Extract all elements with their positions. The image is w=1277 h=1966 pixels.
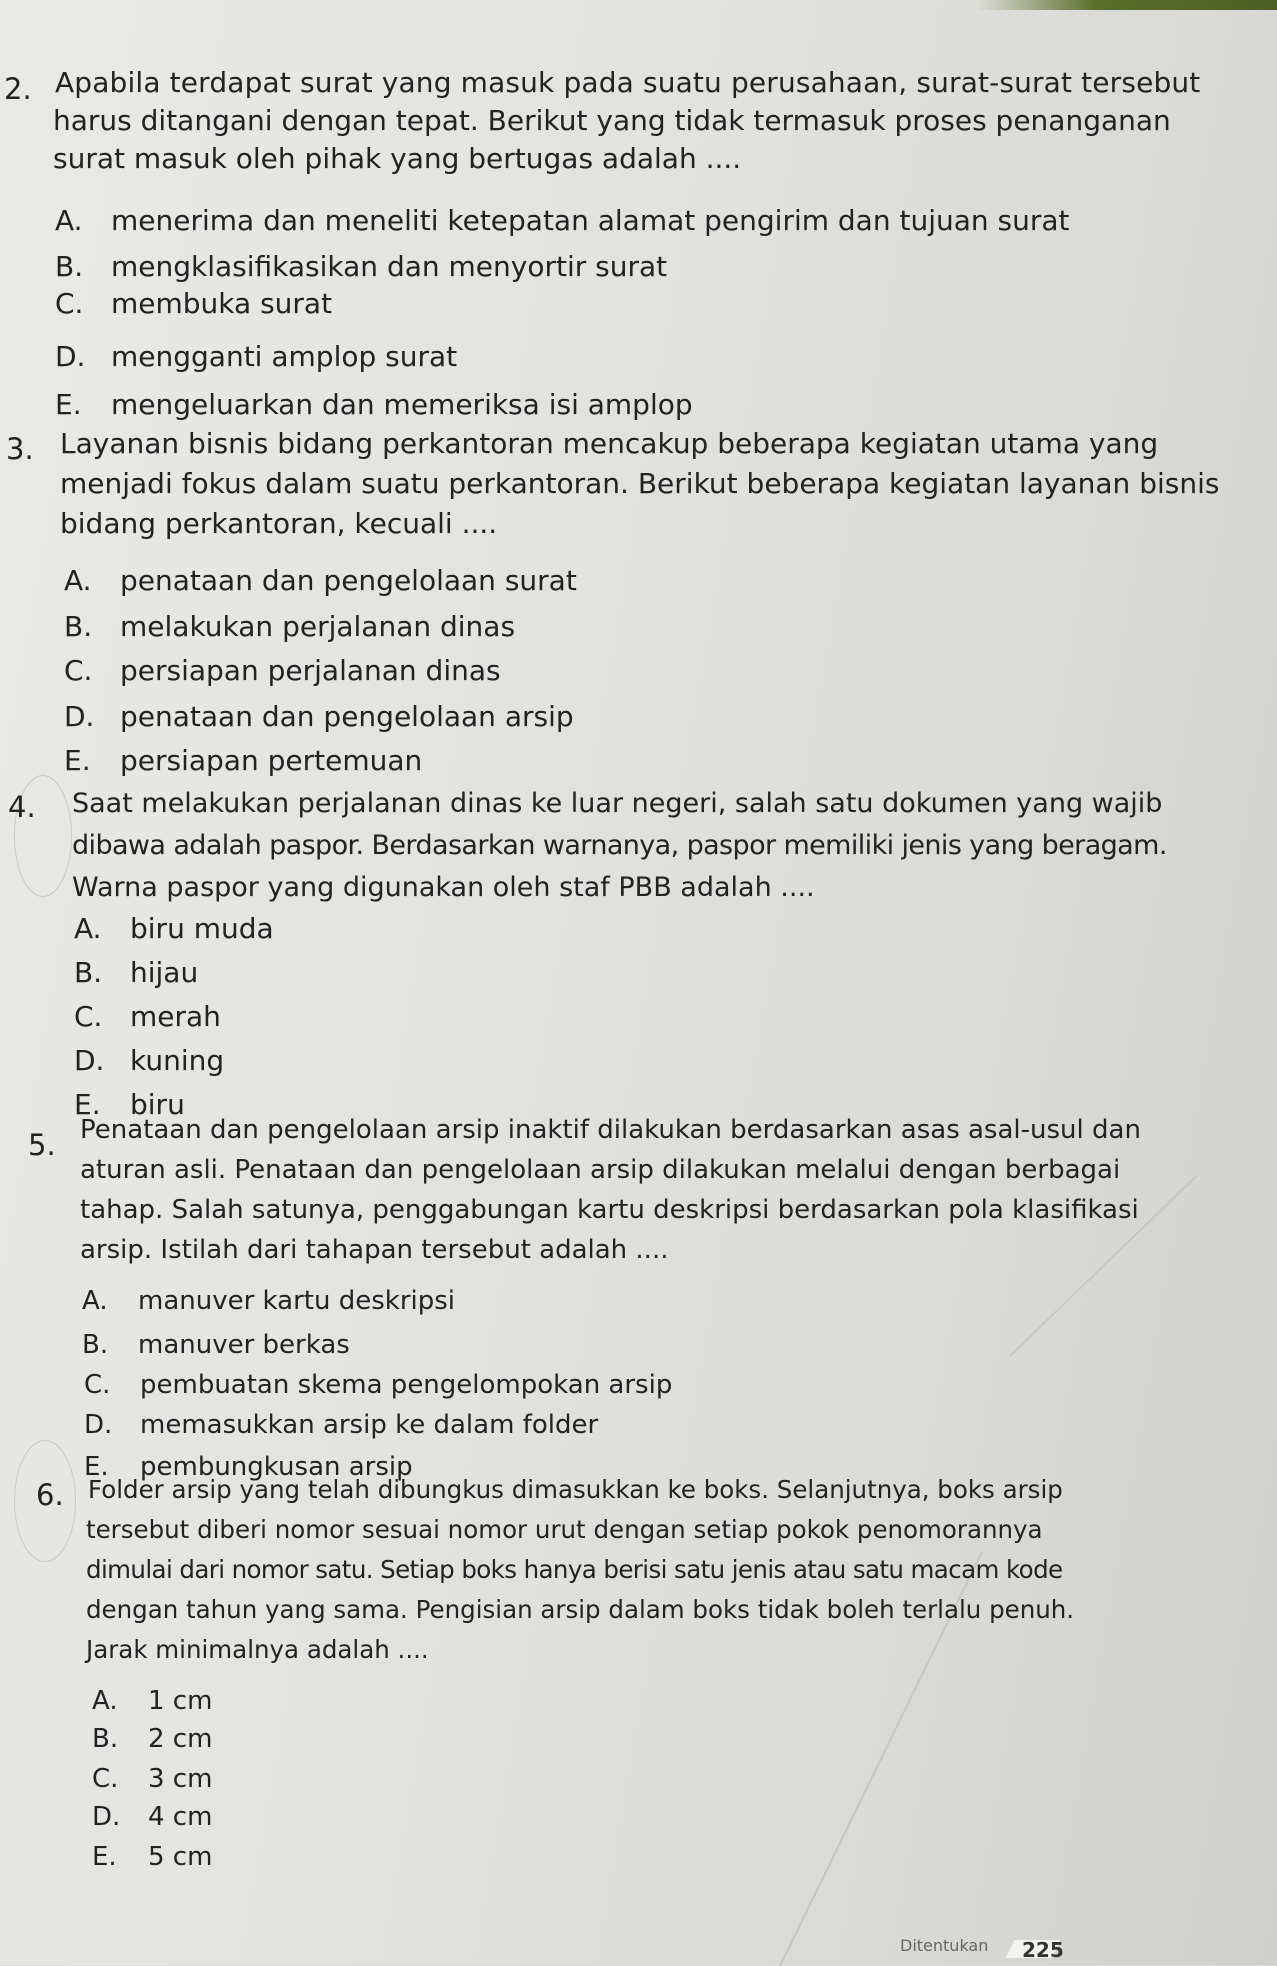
option-text: pembuatan skema pengelompokan arsip <box>140 1370 673 1400</box>
option-letter: A. <box>74 912 102 945</box>
option-text: biru <box>130 1088 185 1121</box>
option-text: persiapan perjalanan dinas <box>120 654 501 687</box>
option-text: mengganti amplop surat <box>111 340 458 373</box>
option-letter: A. <box>64 564 92 597</box>
option-letter: C. <box>55 287 84 320</box>
option-letter: B. <box>92 1724 119 1754</box>
stem-line: menjadi fokus dalam suatu perkantoran. Berikut beberapa kegiatan layanan bisnis <box>60 467 1220 500</box>
option-letter: E. <box>84 1452 109 1482</box>
option-e[interactable] <box>92 1842 212 1872</box>
option-d[interactable] <box>84 1410 598 1440</box>
option-d[interactable] <box>92 1802 212 1832</box>
option-text: melakukan perjalanan dinas <box>120 610 516 643</box>
option-text: manuver berkas <box>138 1330 350 1360</box>
stem-line: arsip. Istilah dari tahapan tersebut adalah .... <box>80 1235 669 1265</box>
option-a[interactable] <box>82 1286 455 1316</box>
option-c[interactable] <box>74 1000 221 1033</box>
option-letter: C. <box>74 1000 103 1033</box>
page-number: 225 <box>1022 1938 1064 1962</box>
option-letter: B. <box>55 250 84 283</box>
option-c[interactable] <box>84 1370 672 1400</box>
option-text: 5 cm <box>148 1842 213 1872</box>
option-b[interactable] <box>92 1724 212 1754</box>
option-letter: D. <box>55 340 86 373</box>
option-letter: E. <box>55 388 82 421</box>
option-b[interactable] <box>74 956 198 989</box>
option-e[interactable] <box>55 388 693 421</box>
stem-line: aturan asli. Penataan dan pengelolaan arsip dilakukan melalui dengan berbagai <box>80 1155 1121 1185</box>
stem-line: bidang perkantoran, kecuali .... <box>60 507 498 540</box>
option-text: menerima dan meneliti ketepatan alamat pengirim dan tujuan surat <box>111 204 1070 237</box>
stem-line: Apabila terdapat surat yang masuk pada suatu perusahaan, surat-surat tersebut <box>55 66 1201 99</box>
option-letter: E. <box>64 744 91 777</box>
option-text: manuver kartu deskripsi <box>138 1286 456 1316</box>
question-stem <box>55 64 1200 178</box>
stem-line: Saat melakukan perjalanan dinas ke luar negeri, salah satu dokumen yang wajib <box>72 788 1163 819</box>
option-letter: C. <box>92 1764 119 1794</box>
stem-line: dibawa adalah paspor. Berdasarkan warnanya, paspor memiliki jenis yang beragam. <box>72 830 1167 861</box>
question-number: 4. <box>8 790 36 824</box>
option-letter: B. <box>64 610 93 643</box>
option-a[interactable] <box>64 564 577 597</box>
question-stem <box>86 1470 1074 1670</box>
option-c[interactable] <box>64 654 501 687</box>
stem-line: tersebut diberi nomor sesuai nomor urut dengan setiap pokok penomorannya <box>86 1515 1043 1544</box>
option-b[interactable] <box>55 250 667 283</box>
stem-line: tahap. Salah satunya, penggabungan kartu deskripsi berdasarkan pola klasifikasi <box>80 1195 1139 1225</box>
option-b[interactable] <box>82 1330 350 1360</box>
option-text: persiapan pertemuan <box>120 744 423 777</box>
option-text: membuka surat <box>111 287 333 320</box>
option-text: mengeluarkan dan memeriksa isi amplop <box>111 388 693 421</box>
option-text: 1 cm <box>148 1686 213 1716</box>
option-text: biru muda <box>130 912 274 945</box>
option-letter: A. <box>82 1286 108 1316</box>
stem-line: surat masuk oleh pihak yang bertugas adalah .... <box>53 142 742 175</box>
option-text: penataan dan pengelolaan arsip <box>120 700 574 733</box>
option-letter: D. <box>92 1802 121 1832</box>
question-number: 3. <box>6 432 34 466</box>
option-letter: E. <box>74 1088 101 1121</box>
question-stem <box>60 424 1219 544</box>
option-letter: C. <box>84 1370 111 1400</box>
option-c[interactable] <box>55 287 332 320</box>
option-letter: E. <box>92 1842 117 1872</box>
stem-line: dimulai dari nomor satu. Setiap boks hanya berisi satu jenis atau satu macam kode <box>86 1555 1063 1584</box>
question-stem <box>72 783 1167 909</box>
option-d[interactable] <box>55 340 457 373</box>
option-text: 4 cm <box>148 1802 213 1832</box>
question-stem <box>80 1110 1141 1270</box>
option-letter: C. <box>64 654 93 687</box>
option-letter: A. <box>55 204 83 237</box>
option-letter: A. <box>92 1686 118 1716</box>
stem-line: Jarak minimalnya adalah .... <box>86 1635 429 1664</box>
option-text: hijau <box>130 956 199 989</box>
option-letter: D. <box>64 700 95 733</box>
stem-line: Layanan bisnis bidang perkantoran mencakup beberapa kegiatan utama yang <box>60 427 1159 460</box>
option-c[interactable] <box>92 1764 212 1794</box>
stem-line: Penataan dan pengelolaan arsip inaktif dilakukan berdasarkan asas asal-usul dan <box>80 1115 1141 1145</box>
footer-note: Ditentukan <box>900 1936 989 1955</box>
option-letter: D. <box>74 1044 105 1077</box>
stem-line: dengan tahun yang sama. Pengisian arsip dalam boks tidak boleh terlalu penuh. <box>86 1595 1075 1624</box>
option-text: memasukkan arsip ke dalam folder <box>140 1410 599 1440</box>
option-e[interactable] <box>64 744 422 777</box>
option-text: kuning <box>130 1044 225 1077</box>
option-a[interactable] <box>74 912 274 945</box>
stem-line: Folder arsip yang telah dibungkus dimasukkan ke boks. Selanjutnya, boks arsip <box>88 1475 1063 1504</box>
option-a[interactable] <box>92 1686 212 1716</box>
option-letter: B. <box>82 1330 109 1360</box>
question-number: 2. <box>4 72 32 106</box>
stem-line: Warna paspor yang digunakan oleh staf PBB adalah .... <box>72 872 815 903</box>
option-letter: D. <box>84 1410 113 1440</box>
option-text: 2 cm <box>148 1724 213 1754</box>
cover-edge <box>977 0 1277 10</box>
stem-line: harus ditangani dengan tepat. Berikut yang tidak termasuk proses penanganan <box>53 104 1171 137</box>
option-text: merah <box>130 1000 221 1033</box>
question-number: 6. <box>36 1478 64 1512</box>
option-text: pembungkusan arsip <box>140 1452 413 1482</box>
question-number: 5. <box>28 1128 56 1162</box>
option-letter: B. <box>74 956 103 989</box>
option-d[interactable] <box>74 1044 224 1077</box>
option-a[interactable] <box>55 204 1070 237</box>
option-d[interactable] <box>64 700 574 733</box>
option-text: 3 cm <box>148 1764 213 1794</box>
option-text: mengklasifikasikan dan menyortir surat <box>111 250 668 283</box>
option-b[interactable] <box>64 610 515 643</box>
option-text: penataan dan pengelolaan surat <box>120 564 577 597</box>
